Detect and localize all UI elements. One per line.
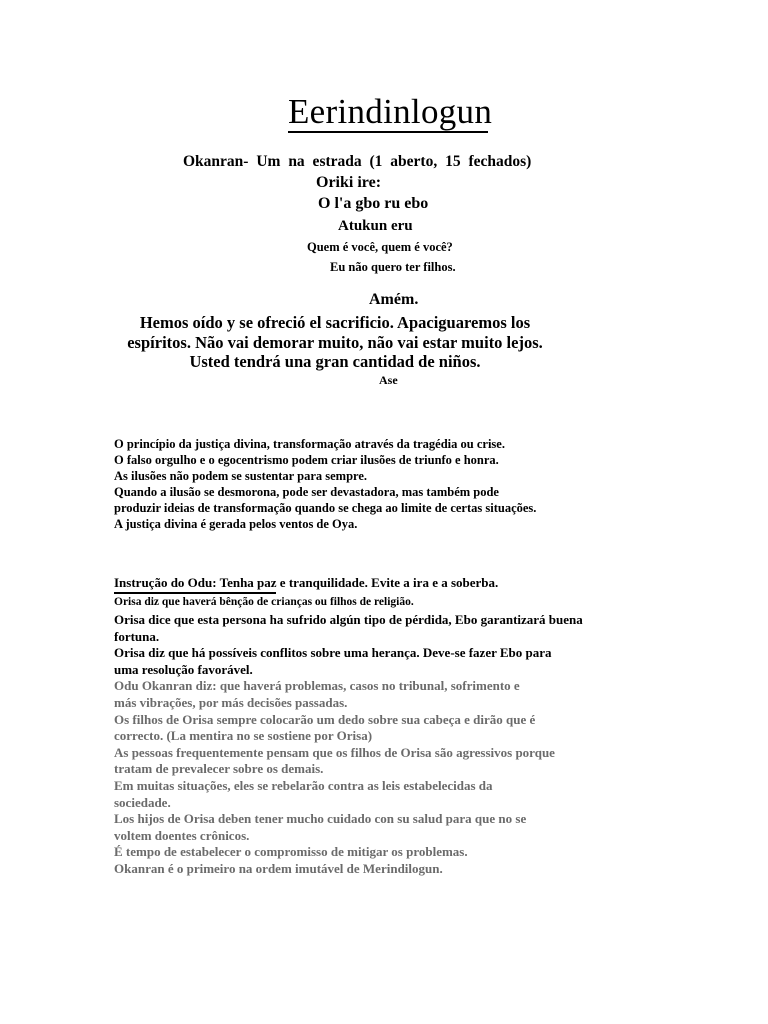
oriki-heading: Oriki ire: xyxy=(316,174,382,191)
oriki-line-1: O l'a gbo ru ebo xyxy=(318,195,429,212)
paragraph-line: uma resolução favorável. xyxy=(114,661,253,677)
paragraph-line: Orisa diz que há possíveis conflitos sobre uma herança. Deve-se fazer Ebo para xyxy=(114,645,552,661)
paragraph-line: É tempo de estabelecer o compromisso de mitigar os problemas. xyxy=(114,844,468,860)
paragraph-line: Os filhos de Orisa sempre colocarão um dedo sobre sua cabeça e dirão que é xyxy=(114,711,536,727)
paragraph-line: voltem doentes crônicos. xyxy=(114,827,250,843)
paragraph-line: sociedade. xyxy=(114,794,171,810)
title-underline xyxy=(288,131,488,133)
paragraph-line: tratam de prevalecer sobre os demais. xyxy=(114,761,324,777)
paragraph-line: O princípio da justiça divina, transformação através da tragédia ou crise. xyxy=(114,437,505,451)
paragraph-line: Em muitas situações, eles se rebelarão contra as leis estabelecidas da xyxy=(114,777,493,793)
instruction-underline xyxy=(114,592,276,594)
paragraph-line: correcto. (La mentira no se sostiene por Orisa) xyxy=(114,728,373,744)
oriki-line-2: Atukun eru xyxy=(338,218,413,234)
orisa-paragraph xyxy=(114,612,583,878)
orisa-blessing-line: Orisa diz que haverá bênção de crianças ou filhos de religião. xyxy=(114,596,414,608)
paragraph-line: Quando a ilusão se desmorona, pode ser devastadora, mas também pode xyxy=(114,485,499,499)
paragraph-line: Los hijos de Orisa deben tener mucho cuidado con su salud para que no se xyxy=(114,811,527,827)
page-title: Eerindinlogun xyxy=(288,92,493,131)
oriki-line-3: Quem é você, quem é você? xyxy=(307,240,453,254)
paragraph-line: produzir ideias de transformação quando se chega ao limite de certas situações. xyxy=(114,501,537,515)
odu-heading: Okanran- Um na estrada (1 aberto, 15 fechados) xyxy=(183,153,532,170)
paragraph-line: Okanran é o primeiro na ordem imutável de Merindilogun. xyxy=(114,860,443,876)
ase-line: Ase xyxy=(379,373,398,387)
paragraph-line: O falso orgulho e o egocentrismo podem criar ilusões de triunfo e honra. xyxy=(114,453,499,467)
paragraph-line: As pessoas frequentemente pensam que os filhos de Orisa são agressivos porque xyxy=(114,744,555,760)
blessing-paragraph: Hemos oído y se ofreció el sacrificio. Apaciguaremos los espíritos. Não vai demorar muito, não vai estar muito lejos. Usted tendrá una gran cantidad de niños. xyxy=(127,313,543,371)
paragraph-line: Odu Okanran diz: que haverá problemas, casos no tribunal, sofrimento e xyxy=(114,678,520,694)
paragraph-line: A justiça divina é gerada pelos ventos de Oya. xyxy=(114,517,358,531)
principle-paragraph xyxy=(114,436,536,532)
odu-instruction: Instrução do Odu: Tenha paz e tranquilidade. Evite a ira e a soberba. xyxy=(114,575,499,590)
paragraph-line: más vibrações, por más decisões passadas. xyxy=(114,694,348,710)
paragraph-line: As ilusões não podem se sustentar para sempre. xyxy=(114,469,368,483)
amen-line: Amém. xyxy=(369,291,419,308)
oriki-line-4: Eu não quero ter filhos. xyxy=(330,260,456,274)
paragraph-line: Orisa dice que esta persona ha sufrido algún tipo de pérdida, Ebo garantizará buena xyxy=(114,612,583,627)
paragraph-line: fortuna. xyxy=(114,628,160,644)
